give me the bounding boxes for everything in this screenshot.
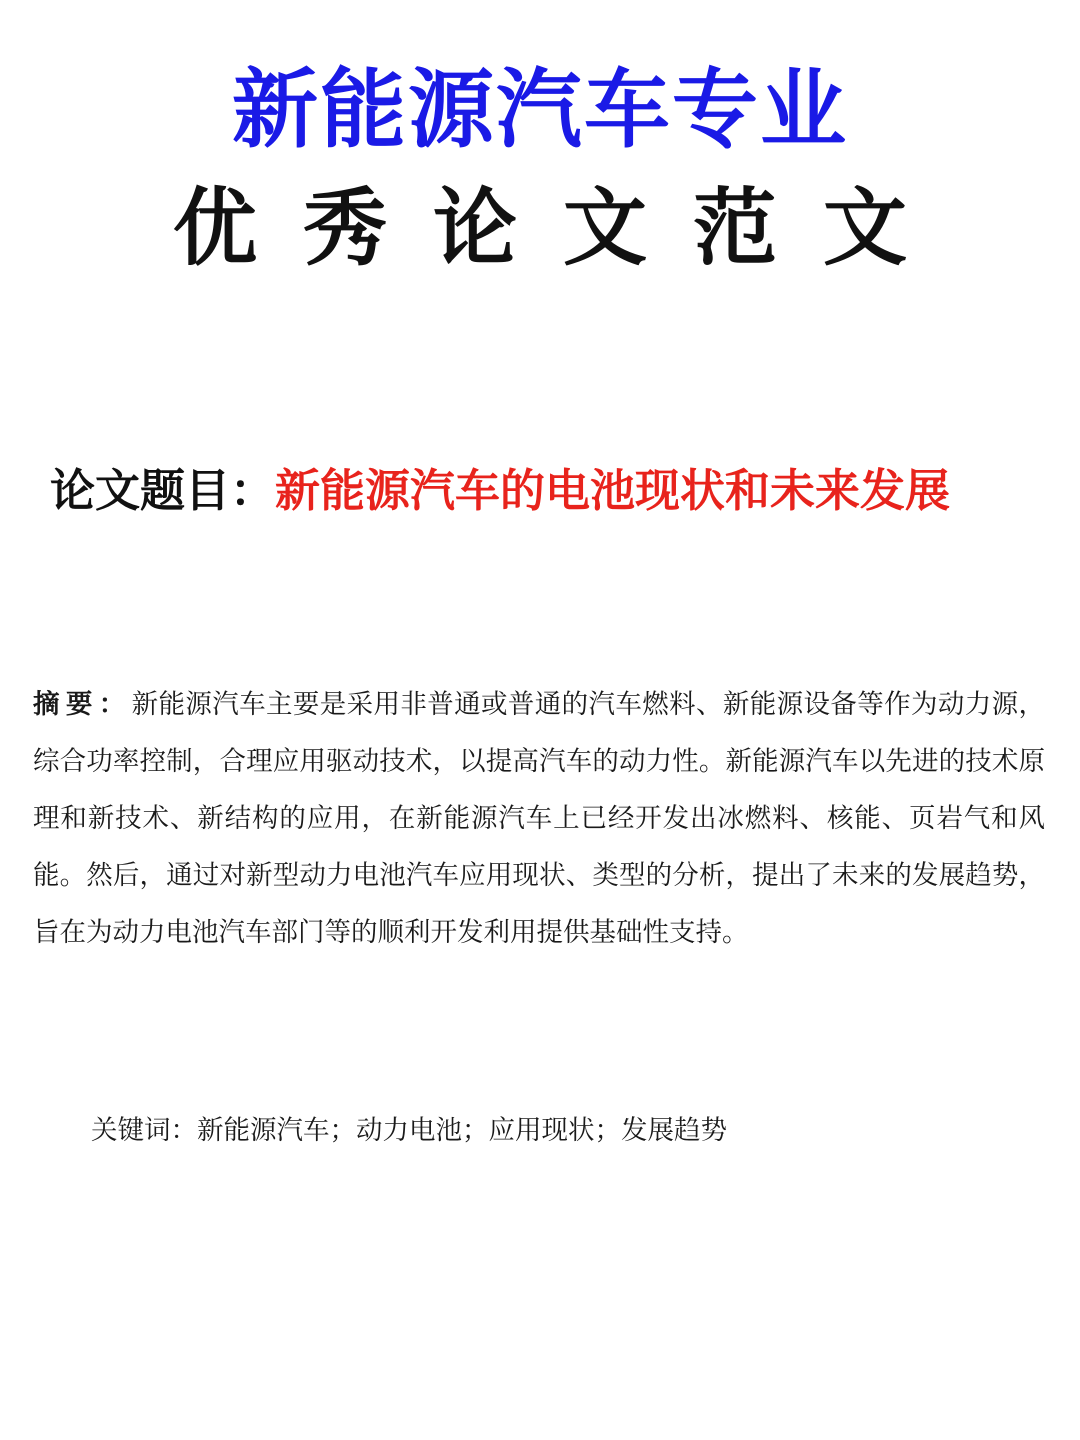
paper-title-label: 论文题目：: [50, 464, 276, 517]
subtitle: 优秀论文范文: [172, 179, 953, 277]
keywords-line: [91, 1106, 991, 1156]
paper-title: [50, 458, 1060, 524]
abstract-paragraph: [33, 676, 1045, 961]
keywords-label: 关键词：: [91, 1115, 197, 1146]
abstract-label: 摘要：: [33, 689, 132, 720]
main-title: 新能源汽车专业: [232, 60, 848, 160]
keywords-text: 新能源汽车；动力电池；应用现状；发展趋势: [197, 1115, 727, 1146]
abstract-text: 新能源汽车主要是采用非普通或普通的汽车燃料、新能源设备等作为动力源，综合功率控制，合理应用驱动技术，以提高汽车的动力性。新能源汽车以先进的技术原理和新技术、新结构的应用，在新能源汽车上已经开发出冰燃料、核能、页岩气和风能。然后，通过对新型动力电池汽车应用现状、类型的分析，提出了未来的发展趋势，旨在为动力电池汽车部门等的顺利开发利用提供基础性支持。: [33, 689, 1045, 948]
paper-title-value: 新能源汽车的电池现状和未来发展: [275, 464, 951, 517]
